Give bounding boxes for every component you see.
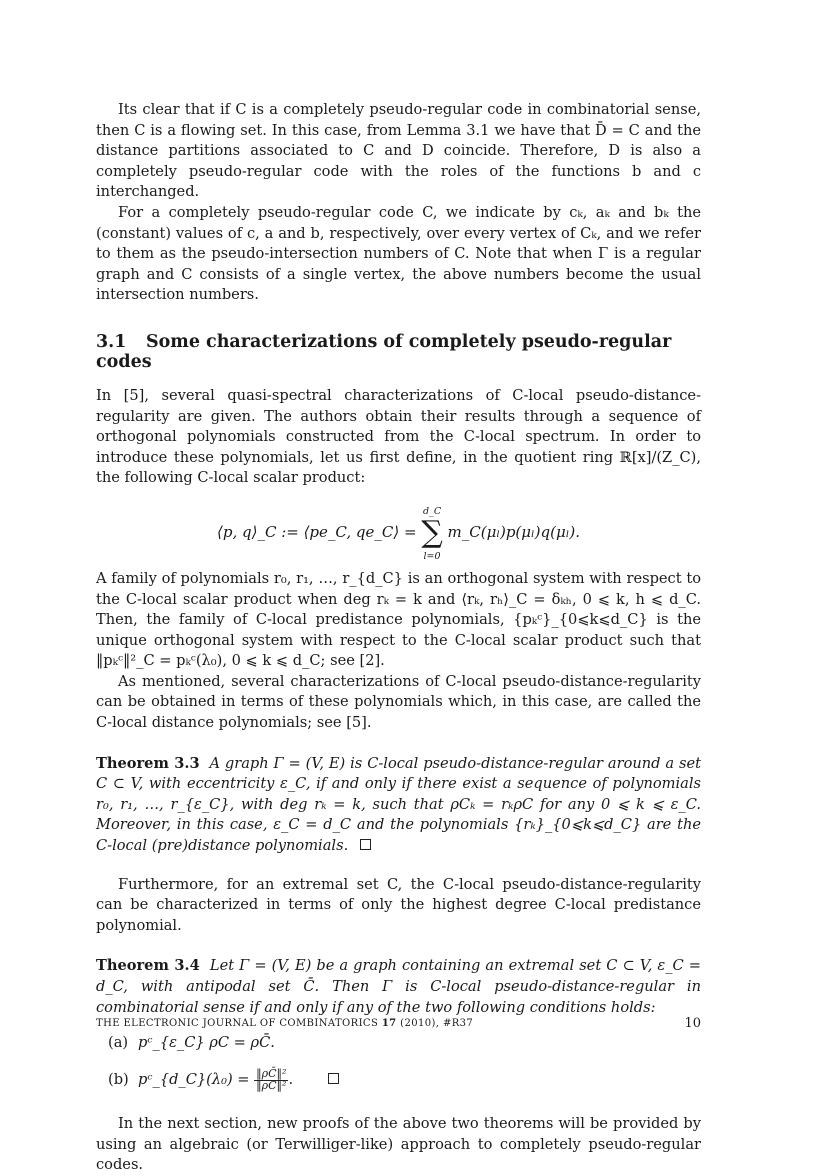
paragraph-4: A family of polynomials r₀, r₁, …, r_{d_C} is an orthogonal system with respect to the C-local scalar product when deg rₖ = k and ⟨rₖ, rₕ⟩_C = δₖₕ, 0 ⩽ k, h ⩽ d_C. Then, the family of C-local predistance polynomials, {pₖᶜ}_{0⩽k⩽d_C} is the unique orthogonal system with respect to the C-local scalar product such that ‖pₖᶜ‖²_C = pₖᶜ(λ₀), 0 ⩽ k ⩽ d_C; see [2].	[96, 569, 701, 670]
section-title: Some characterizations of completely pseudo-regular codes	[96, 331, 672, 372]
page-number: 10	[684, 1016, 701, 1031]
theorem-3-4	[96, 956, 701, 1018]
summation	[421, 503, 442, 563]
journal-name: THE ELECTRONIC JOURNAL OF COMBINATORICS	[96, 1018, 379, 1029]
condition-b-lhs: pᶜ_{d_C}(λ₀) =	[138, 1071, 250, 1089]
journal-issue: (2010), #R37	[400, 1018, 474, 1029]
sigma-symbol: ∑	[421, 514, 443, 550]
condition-b-fraction	[254, 1068, 288, 1092]
qed-box-icon	[328, 1073, 339, 1084]
theorem-3-4-label: Theorem 3.4	[96, 957, 200, 975]
paragraph-2: For a completely pseudo-regular code C, we indicate by cₖ, aₖ and bₖ the (constant) values of c, a and b, respectively, over every vertex of Cₖ, and we refer to them as the pseudo-intersection numbers of C. Note that when Γ is a regular graph and C consists of a single vertex, the above numbers become the usual intersection numbers.	[96, 203, 701, 304]
sum-upper-limit: d_C	[422, 505, 442, 517]
theorem-3-3	[96, 754, 701, 857]
paragraph-5: As mentioned, several characterizations of C-local pseudo-distance-regularity can be obtained in terms of these polynomials which, in this case, are called the C-local distance polynomials; see [5].	[96, 672, 701, 732]
fraction-denominator: ‖ρC‖²	[256, 1079, 287, 1093]
condition-b: (b) pᶜ_{d_C}(λ₀) = $\frac{\text{‖ρC̄‖²}}{\text{‖ρC‖²}}$.	[108, 1068, 701, 1098]
scalar-product-equation	[96, 503, 701, 562]
fraction-numerator: ‖ρC̄‖²	[256, 1067, 287, 1081]
equation-lhs: ⟨p, q⟩_C := ⟨pe_C, qe_C⟩ =	[217, 522, 417, 541]
condition-a	[108, 1034, 701, 1058]
theorem-3-4-text: Let Γ = (V, E) be a graph containing an extremal set C ⊂ V, ε_C = d_C, with antipodal set C̄. Then Γ is C-local pseudo-distance-regular in combinatorial sense if and only if any of the two following conditions holds:	[96, 957, 701, 1016]
sum-lower-limit: l=0	[423, 550, 441, 562]
condition-a-label: (a)	[108, 1034, 129, 1052]
condition-a-text: pᶜ_{ε_C} ρC = ρC̄.	[138, 1034, 275, 1052]
page-body	[96, 100, 701, 1176]
section-number: 3.1	[96, 331, 127, 352]
qed-box-icon	[360, 839, 371, 850]
paragraph-6: Furthermore, for an extremal set C, the C-local pseudo-distance-regularity can be characterized in terms of only the highest degree C-local predistance polynomial.	[96, 875, 701, 934]
page-footer	[96, 1018, 701, 1029]
paragraph-1: Its clear that if C is a completely pseudo-regular code in combinatorial sense, then C is a flowing set. In this case, from Lemma 3.1 we have that D̄ = C and the distance partitions associated to C and D coincide. Therefore, D is also a completely pseudo-regular code with the roles of the functions b and c interchanged.	[96, 101, 701, 201]
theorem-3-3-text: A graph Γ = (V, E) is C-local pseudo-distance-regular around a set C ⊂ V, with eccentricity ε_C, if and only if there exist a sequence of polynomials r₀, r₁, …, r_{ε_C}, with deg rₖ = k, such that ρCₖ = rₖρC for any 0 ⩽ k ⩽ ε_C. Moreover, in this case, ε_C = d_C and the polynomials {rₖ}_{0⩽k⩽d_C} are the C-local (pre)distance polynomials.	[96, 754, 702, 855]
equation-rhs: m_C(μₗ)p(μₗ)q(μₗ).	[447, 522, 580, 541]
section-heading	[96, 332, 701, 372]
journal-volume: 17	[381, 1018, 397, 1029]
theorem-3-3-label: Theorem 3.3	[96, 754, 200, 772]
paragraph-3: In [5], several quasi-spectral characterizations of C-local pseudo-distance-regularity are given. The authors obtain their results through a sequence of orthogonal polynomials constructed from the C-local spectrum. In order to introduce these polynomials, let us first define, in the quotient ring ℝ[x]/(Z_C), the following C-local scalar product:	[96, 386, 701, 487]
paragraph-7: In the next section, new proofs of the above two theorems will be provided by using an algebraic (or Terwilliger-like) approach to completely pseudo-regular codes.	[96, 1115, 701, 1174]
condition-b-label: (b)	[108, 1071, 129, 1089]
